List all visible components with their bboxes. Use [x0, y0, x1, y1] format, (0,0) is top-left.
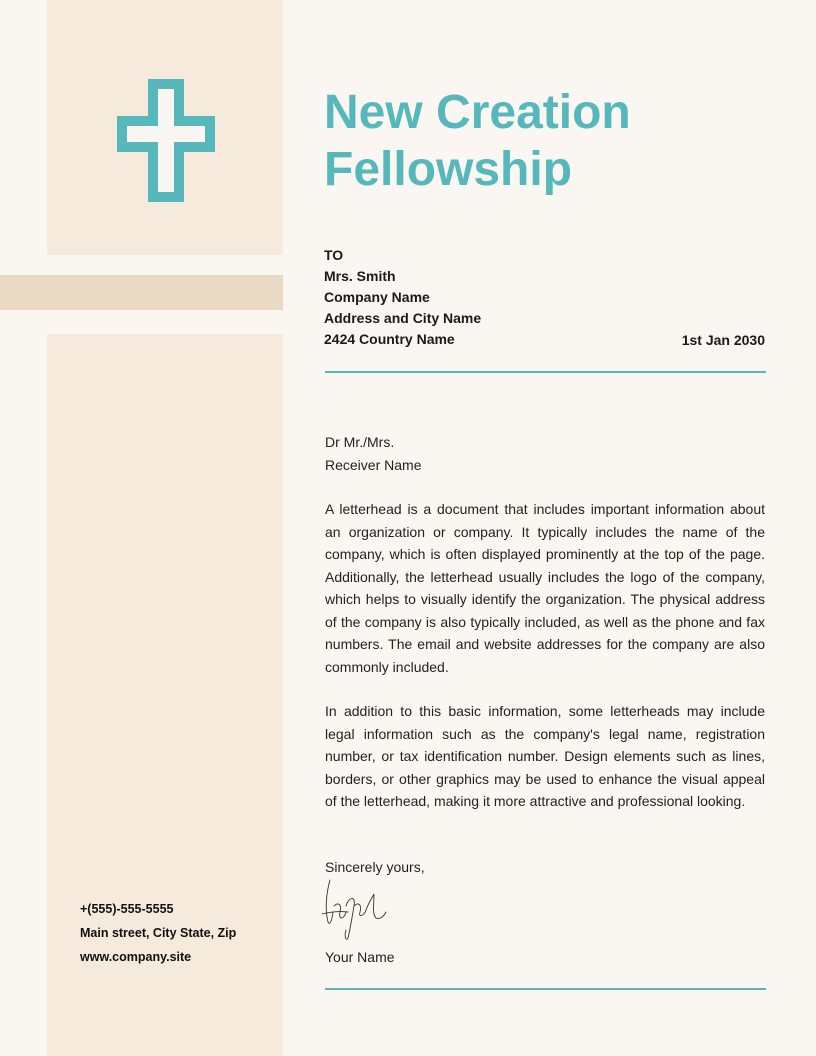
- recipient-company: Company Name: [324, 289, 430, 305]
- recipient-name: Mrs. Smith: [324, 268, 396, 284]
- contact-website: www.company.site: [80, 950, 192, 964]
- signer-name: Your Name: [325, 949, 395, 965]
- body-paragraph-1: A letterhead is a document that includes important information about an organization or company. It typically includes the name of the company, which is often displayed prominently at the top of the page. Additionally, the letterhead usually includes the logo of the company, which helps to visually identify the organization. The physical address of the company is also typically included, as well as the phone and fax numbers. The email and website addresses for the company are also commonly included.: [325, 501, 765, 675]
- contact-phone: +(555)-555-5555: [80, 902, 174, 916]
- title-line-1: New Creation: [324, 86, 631, 139]
- letter-date: 1st Jan 2030: [681, 332, 765, 348]
- recipient-block: [324, 245, 481, 350]
- divider-bottom: [325, 988, 766, 990]
- signature-image: [318, 876, 390, 942]
- title-line-2: Fellowship: [324, 143, 573, 196]
- divider-top: [325, 371, 766, 373]
- recipient-country: 2424 Country Name: [324, 331, 455, 347]
- body-paragraph-2: In addition to this basic information, some letterheads may include legal information such as the company's legal name, registration number, or tax identification number. Design elements such as lines, borders, or other graphics may be used to enhance the visual appeal of the letterhead, making it more attractive and professional looking.: [325, 703, 765, 809]
- cross-icon: [117, 79, 215, 202]
- sidebar-band: [0, 275, 283, 310]
- receiver-name: Receiver Name: [325, 456, 422, 473]
- contact-address: Main street, City State, Zip: [80, 926, 237, 940]
- contact-block: [80, 897, 236, 969]
- recipient-address: Address and City Name: [324, 310, 482, 326]
- greeting: Dr Mr./Mrs.: [325, 434, 395, 450]
- page-title: [324, 84, 784, 198]
- recipient-label: TO: [324, 247, 344, 263]
- salutation: [325, 431, 765, 476]
- closing: Sincerely yours,: [325, 859, 425, 875]
